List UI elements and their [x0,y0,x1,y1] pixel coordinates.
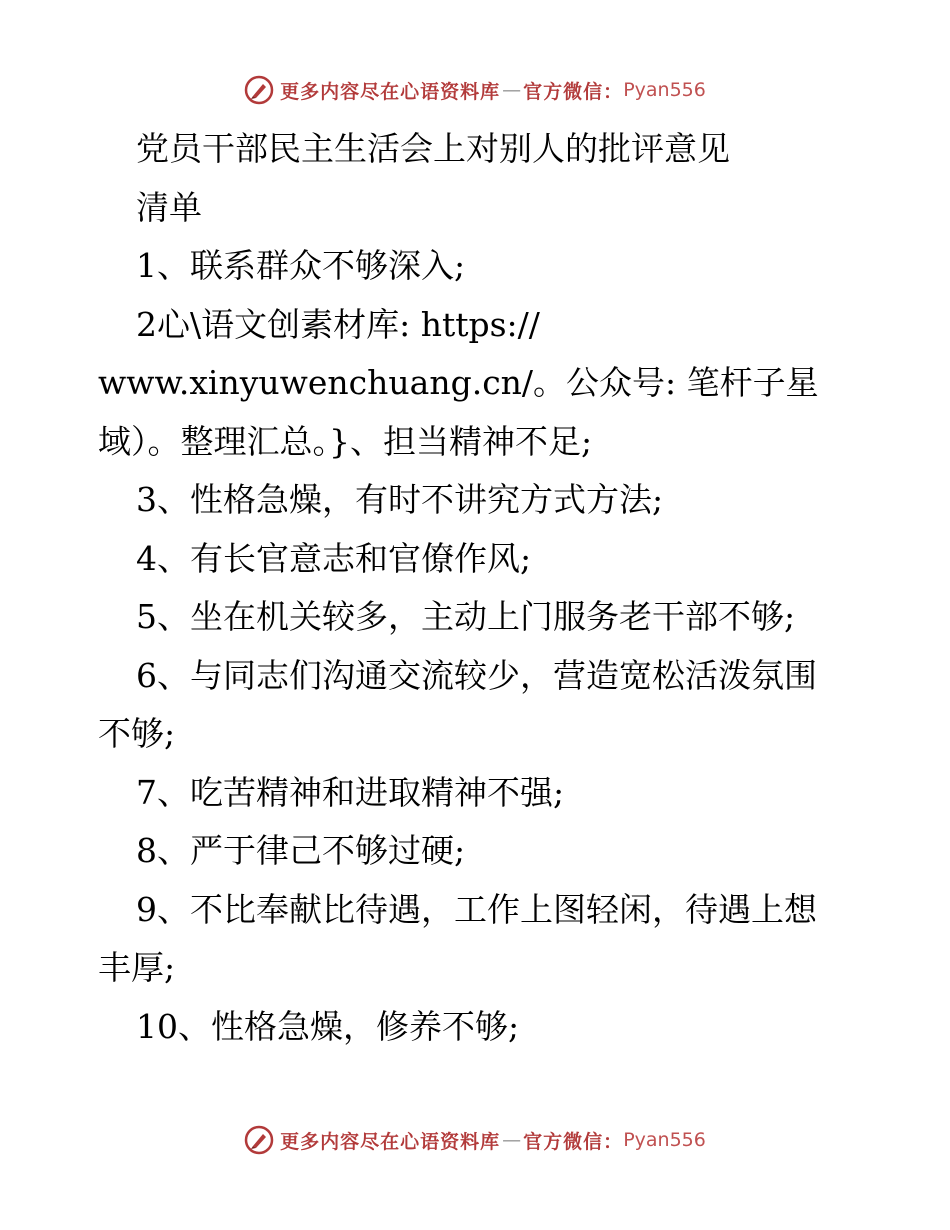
list-item: 3、性格急燥，有时不讲究方式方法; [136,480,664,519]
list-item: 6、与同志们沟通交流较少，营造宽松活泼氛围 [136,655,817,695]
list-item-cont: 域）。整理汇总。}、担当精神不足; [98,421,593,461]
watermark-text: 更多内容尽在心语资料库 [280,80,501,103]
document-title-cont: 清单 [136,187,202,227]
watermark-contact-label: 官方微信： [523,1130,624,1153]
header-watermark [0,72,950,108]
list-item-cont: 不够; [98,714,176,753]
list-item: 1、联系群众不够深入; [136,246,466,285]
pen-logo-icon [244,75,274,105]
watermark-contact-label: 官方微信： [523,80,624,103]
pen-logo-icon [244,1125,274,1155]
list-item: 7、吃苦精神和进取精神不强; [136,772,565,812]
watermark-text: 更多内容尽在心语资料库 [280,1130,501,1153]
list-item: 4、有长官意志和官僚作风; [136,538,532,578]
list-item: 8、严于律己不够过硬; [136,831,466,870]
list-item: 5、坐在机关较多，主动上门服务老干部不够; [136,597,796,636]
list-item: 2心\语文创素材库: https:// [136,304,540,344]
watermark-contact-id: Pyan556 [623,1129,706,1151]
footer-watermark [0,1122,950,1158]
list-item: 9、不比奉献比待遇，工作上图轻闲，待遇上想 [136,889,817,929]
watermark-contact-id: Pyan556 [623,79,706,101]
document-title: 党员干部民主生活会上对别人的批评意见 [136,129,730,168]
list-item-cont: www.xinyuwenchuang.cn/。公众号: 笔杆子星 [98,363,819,402]
watermark-separator: — [502,1129,522,1151]
list-item: 10、性格急燥，修养不够; [136,1006,520,1046]
watermark-separator: — [502,79,522,101]
list-item-cont: 丰厚; [98,948,176,987]
document-body [98,120,838,1056]
